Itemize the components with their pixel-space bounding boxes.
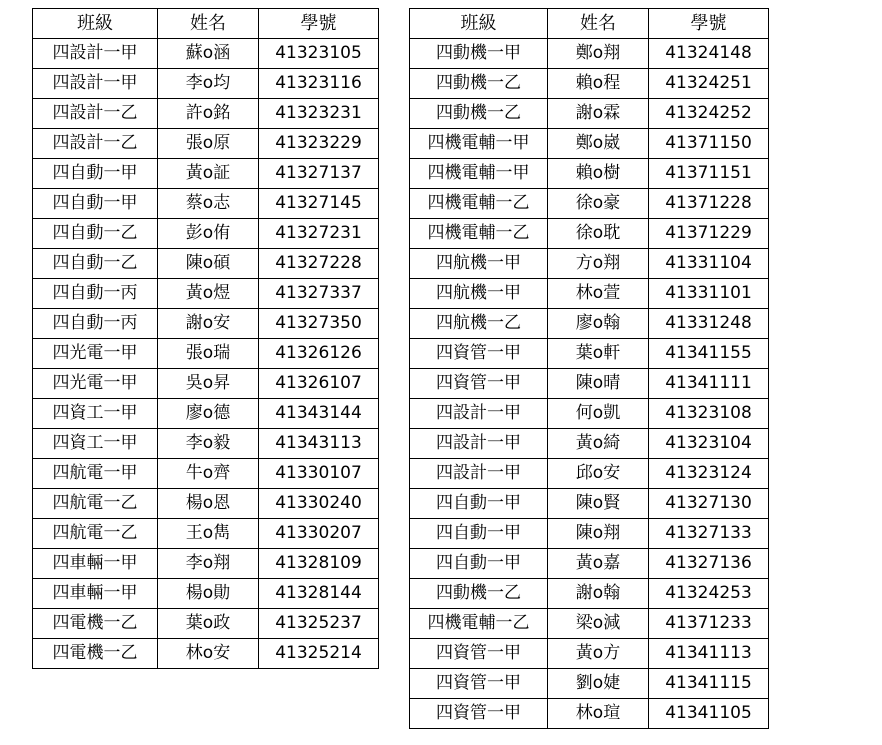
cell-name: 黃o綺: [548, 429, 649, 459]
cell-name: 陳o賢: [548, 489, 649, 519]
cell-name: 林o安: [158, 639, 259, 669]
cell-name: 方o翔: [548, 249, 649, 279]
cell-class: 四設計一甲: [410, 399, 548, 429]
cell-id: 41327337: [259, 279, 379, 309]
cell-id: 41327136: [649, 549, 769, 579]
table-row: [410, 219, 769, 249]
cell-id: 41323105: [259, 39, 379, 69]
cell-id: 41341111: [649, 369, 769, 399]
roster-table-left: [32, 8, 379, 669]
cell-class: 四自動一甲: [410, 549, 548, 579]
cell-id: 41371229: [649, 219, 769, 249]
cell-class: 四動機一乙: [410, 99, 548, 129]
cell-id: 41324251: [649, 69, 769, 99]
table-header-row: [33, 9, 379, 39]
table-row: [410, 429, 769, 459]
cell-name: 邱o安: [548, 459, 649, 489]
cell-name: 王o雋: [158, 519, 259, 549]
cell-name: 李o均: [158, 69, 259, 99]
cell-class: 四航機一乙: [410, 309, 548, 339]
cell-class: 四資工一甲: [33, 429, 158, 459]
table-row: [33, 609, 379, 639]
table-row: [410, 69, 769, 99]
table-row: [410, 669, 769, 699]
cell-name: 張o原: [158, 129, 259, 159]
cell-class: 四航機一甲: [410, 279, 548, 309]
cell-id: 41330107: [259, 459, 379, 489]
table-row: [33, 219, 379, 249]
cell-class: 四資工一甲: [33, 399, 158, 429]
cell-id: 41330240: [259, 489, 379, 519]
cell-id: 41323116: [259, 69, 379, 99]
cell-name: 楊o恩: [158, 489, 259, 519]
cell-name: 蘇o涵: [158, 39, 259, 69]
cell-id: 41327137: [259, 159, 379, 189]
cell-id: 41371233: [649, 609, 769, 639]
column-header-class: 班級: [33, 9, 158, 39]
table-row: [410, 159, 769, 189]
cell-class: 四資管一甲: [410, 699, 548, 729]
cell-id: 41341113: [649, 639, 769, 669]
cell-id: 41323229: [259, 129, 379, 159]
cell-id: 41324148: [649, 39, 769, 69]
cell-class: 四光電一甲: [33, 339, 158, 369]
cell-name: 彭o侑: [158, 219, 259, 249]
cell-name: 廖o翰: [548, 309, 649, 339]
table-row: [410, 609, 769, 639]
table-header-right: [410, 9, 769, 39]
table-row: [33, 279, 379, 309]
cell-name: 謝o翰: [548, 579, 649, 609]
cell-class: 四車輛一甲: [33, 579, 158, 609]
cell-id: 41343113: [259, 429, 379, 459]
cell-class: 四動機一甲: [410, 39, 548, 69]
cell-name: 黃o方: [548, 639, 649, 669]
cell-class: 四資管一甲: [410, 339, 548, 369]
cell-class: 四資管一甲: [410, 639, 548, 669]
column-header-name: 姓名: [158, 9, 259, 39]
cell-name: 鄭o崴: [548, 129, 649, 159]
table-row: [33, 399, 379, 429]
cell-class: 四自動一丙: [33, 279, 158, 309]
table-row: [33, 549, 379, 579]
cell-id: 41323108: [649, 399, 769, 429]
cell-class: 四機電輔一乙: [410, 189, 548, 219]
cell-class: 四設計一乙: [33, 129, 158, 159]
table-row: [410, 189, 769, 219]
cell-name: 廖o德: [158, 399, 259, 429]
cell-class: 四機電輔一甲: [410, 159, 548, 189]
cell-name: 葉o政: [158, 609, 259, 639]
cell-id: 41331101: [649, 279, 769, 309]
table-row: [410, 279, 769, 309]
table-header-row: [410, 9, 769, 39]
cell-id: 41327231: [259, 219, 379, 249]
table-row: [410, 309, 769, 339]
column-header-id: 學號: [259, 9, 379, 39]
cell-name: 梁o減: [548, 609, 649, 639]
cell-id: 41327228: [259, 249, 379, 279]
cell-name: 陳o翔: [548, 519, 649, 549]
cell-name: 黃o煜: [158, 279, 259, 309]
cell-class: 四動機一乙: [410, 579, 548, 609]
cell-id: 41341105: [649, 699, 769, 729]
cell-name: 徐o耽: [548, 219, 649, 249]
cell-name: 陳o晴: [548, 369, 649, 399]
cell-id: 41328144: [259, 579, 379, 609]
cell-name: 徐o豪: [548, 189, 649, 219]
cell-name: 張o瑞: [158, 339, 259, 369]
table-row: [33, 639, 379, 669]
cell-class: 四設計一甲: [33, 69, 158, 99]
cell-class: 四航電一甲: [33, 459, 158, 489]
table-row: [410, 579, 769, 609]
cell-class: 四機電輔一甲: [410, 129, 548, 159]
cell-class: 四機電輔一乙: [410, 219, 548, 249]
cell-name: 許o銘: [158, 99, 259, 129]
cell-name: 李o翔: [158, 549, 259, 579]
cell-name: 謝o霖: [548, 99, 649, 129]
cell-id: 41371150: [649, 129, 769, 159]
column-header-class: 班級: [410, 9, 548, 39]
table-row: [33, 309, 379, 339]
table-row: [410, 39, 769, 69]
cell-id: 41327133: [649, 519, 769, 549]
cell-name: 鄭o翔: [548, 39, 649, 69]
cell-name: 李o毅: [158, 429, 259, 459]
table-row: [410, 249, 769, 279]
cell-name: 葉o軒: [548, 339, 649, 369]
table-row: [410, 519, 769, 549]
cell-name: 賴o樹: [548, 159, 649, 189]
cell-class: 四自動一乙: [33, 219, 158, 249]
table-row: [33, 519, 379, 549]
cell-id: 41324252: [649, 99, 769, 129]
table-header-left: [33, 9, 379, 39]
table-body-right: [410, 39, 769, 729]
cell-class: 四設計一甲: [410, 459, 548, 489]
cell-id: 41328109: [259, 549, 379, 579]
cell-id: 41325237: [259, 609, 379, 639]
cell-name: 蔡o志: [158, 189, 259, 219]
cell-id: 41323124: [649, 459, 769, 489]
cell-class: 四自動一甲: [410, 489, 548, 519]
table-row: [33, 369, 379, 399]
cell-class: 四自動一丙: [33, 309, 158, 339]
cell-class: 四設計一甲: [33, 39, 158, 69]
column-header-name: 姓名: [548, 9, 649, 39]
table-row: [33, 99, 379, 129]
roster-table-right: [409, 8, 769, 729]
table-row: [33, 39, 379, 69]
cell-id: 41371228: [649, 189, 769, 219]
table-row: [33, 129, 379, 159]
cell-name: 楊o勛: [158, 579, 259, 609]
cell-class: 四機電輔一乙: [410, 609, 548, 639]
cell-name: 牛o齊: [158, 459, 259, 489]
column-header-id: 學號: [649, 9, 769, 39]
table-row: [410, 489, 769, 519]
cell-class: 四航電一乙: [33, 489, 158, 519]
cell-class: 四自動一甲: [33, 189, 158, 219]
table-columns: [0, 8, 882, 729]
cell-class: 四自動一甲: [33, 159, 158, 189]
cell-class: 四電機一乙: [33, 639, 158, 669]
cell-id: 41341115: [649, 669, 769, 699]
cell-class: 四車輛一甲: [33, 549, 158, 579]
table-row: [410, 549, 769, 579]
cell-class: 四設計一乙: [33, 99, 158, 129]
cell-class: 四光電一甲: [33, 369, 158, 399]
cell-id: 41325214: [259, 639, 379, 669]
table-row: [410, 369, 769, 399]
cell-id: 41330207: [259, 519, 379, 549]
cell-name: 劉o婕: [548, 669, 649, 699]
table-row: [410, 129, 769, 159]
table-row: [410, 99, 769, 129]
cell-class: 四航機一甲: [410, 249, 548, 279]
cell-class: 四設計一甲: [410, 429, 548, 459]
table-row: [33, 69, 379, 99]
cell-id: 41331104: [649, 249, 769, 279]
cell-name: 林o瑄: [548, 699, 649, 729]
table-row: [33, 339, 379, 369]
cell-name: 陳o碩: [158, 249, 259, 279]
cell-id: 41341155: [649, 339, 769, 369]
cell-name: 林o萱: [548, 279, 649, 309]
cell-id: 41327130: [649, 489, 769, 519]
cell-class: 四自動一甲: [410, 519, 548, 549]
cell-name: 何o凱: [548, 399, 649, 429]
cell-name: 賴o程: [548, 69, 649, 99]
cell-id: 41326107: [259, 369, 379, 399]
cell-class: 四資管一甲: [410, 669, 548, 699]
cell-id: 41327145: [259, 189, 379, 219]
table-row: [33, 249, 379, 279]
cell-id: 41343144: [259, 399, 379, 429]
cell-id: 41323104: [649, 429, 769, 459]
cell-class: 四資管一甲: [410, 369, 548, 399]
cell-name: 謝o安: [158, 309, 259, 339]
table-row: [410, 699, 769, 729]
table-body-left: [33, 39, 379, 669]
cell-class: 四自動一乙: [33, 249, 158, 279]
cell-class: 四動機一乙: [410, 69, 548, 99]
table-row: [410, 339, 769, 369]
cell-id: 41324253: [649, 579, 769, 609]
cell-id: 41331248: [649, 309, 769, 339]
cell-name: 吳o昇: [158, 369, 259, 399]
table-row: [33, 429, 379, 459]
cell-id: 41327350: [259, 309, 379, 339]
cell-name: 黃o証: [158, 159, 259, 189]
table-row: [33, 459, 379, 489]
cell-name: 黃o嘉: [548, 549, 649, 579]
cell-id: 41371151: [649, 159, 769, 189]
table-row: [410, 639, 769, 669]
table-row: [410, 459, 769, 489]
table-row: [33, 159, 379, 189]
table-row: [33, 189, 379, 219]
table-row: [33, 489, 379, 519]
table-row: [33, 579, 379, 609]
cell-class: 四航電一乙: [33, 519, 158, 549]
cell-class: 四電機一乙: [33, 609, 158, 639]
cell-id: 41323231: [259, 99, 379, 129]
cell-id: 41326126: [259, 339, 379, 369]
table-row: [410, 399, 769, 429]
